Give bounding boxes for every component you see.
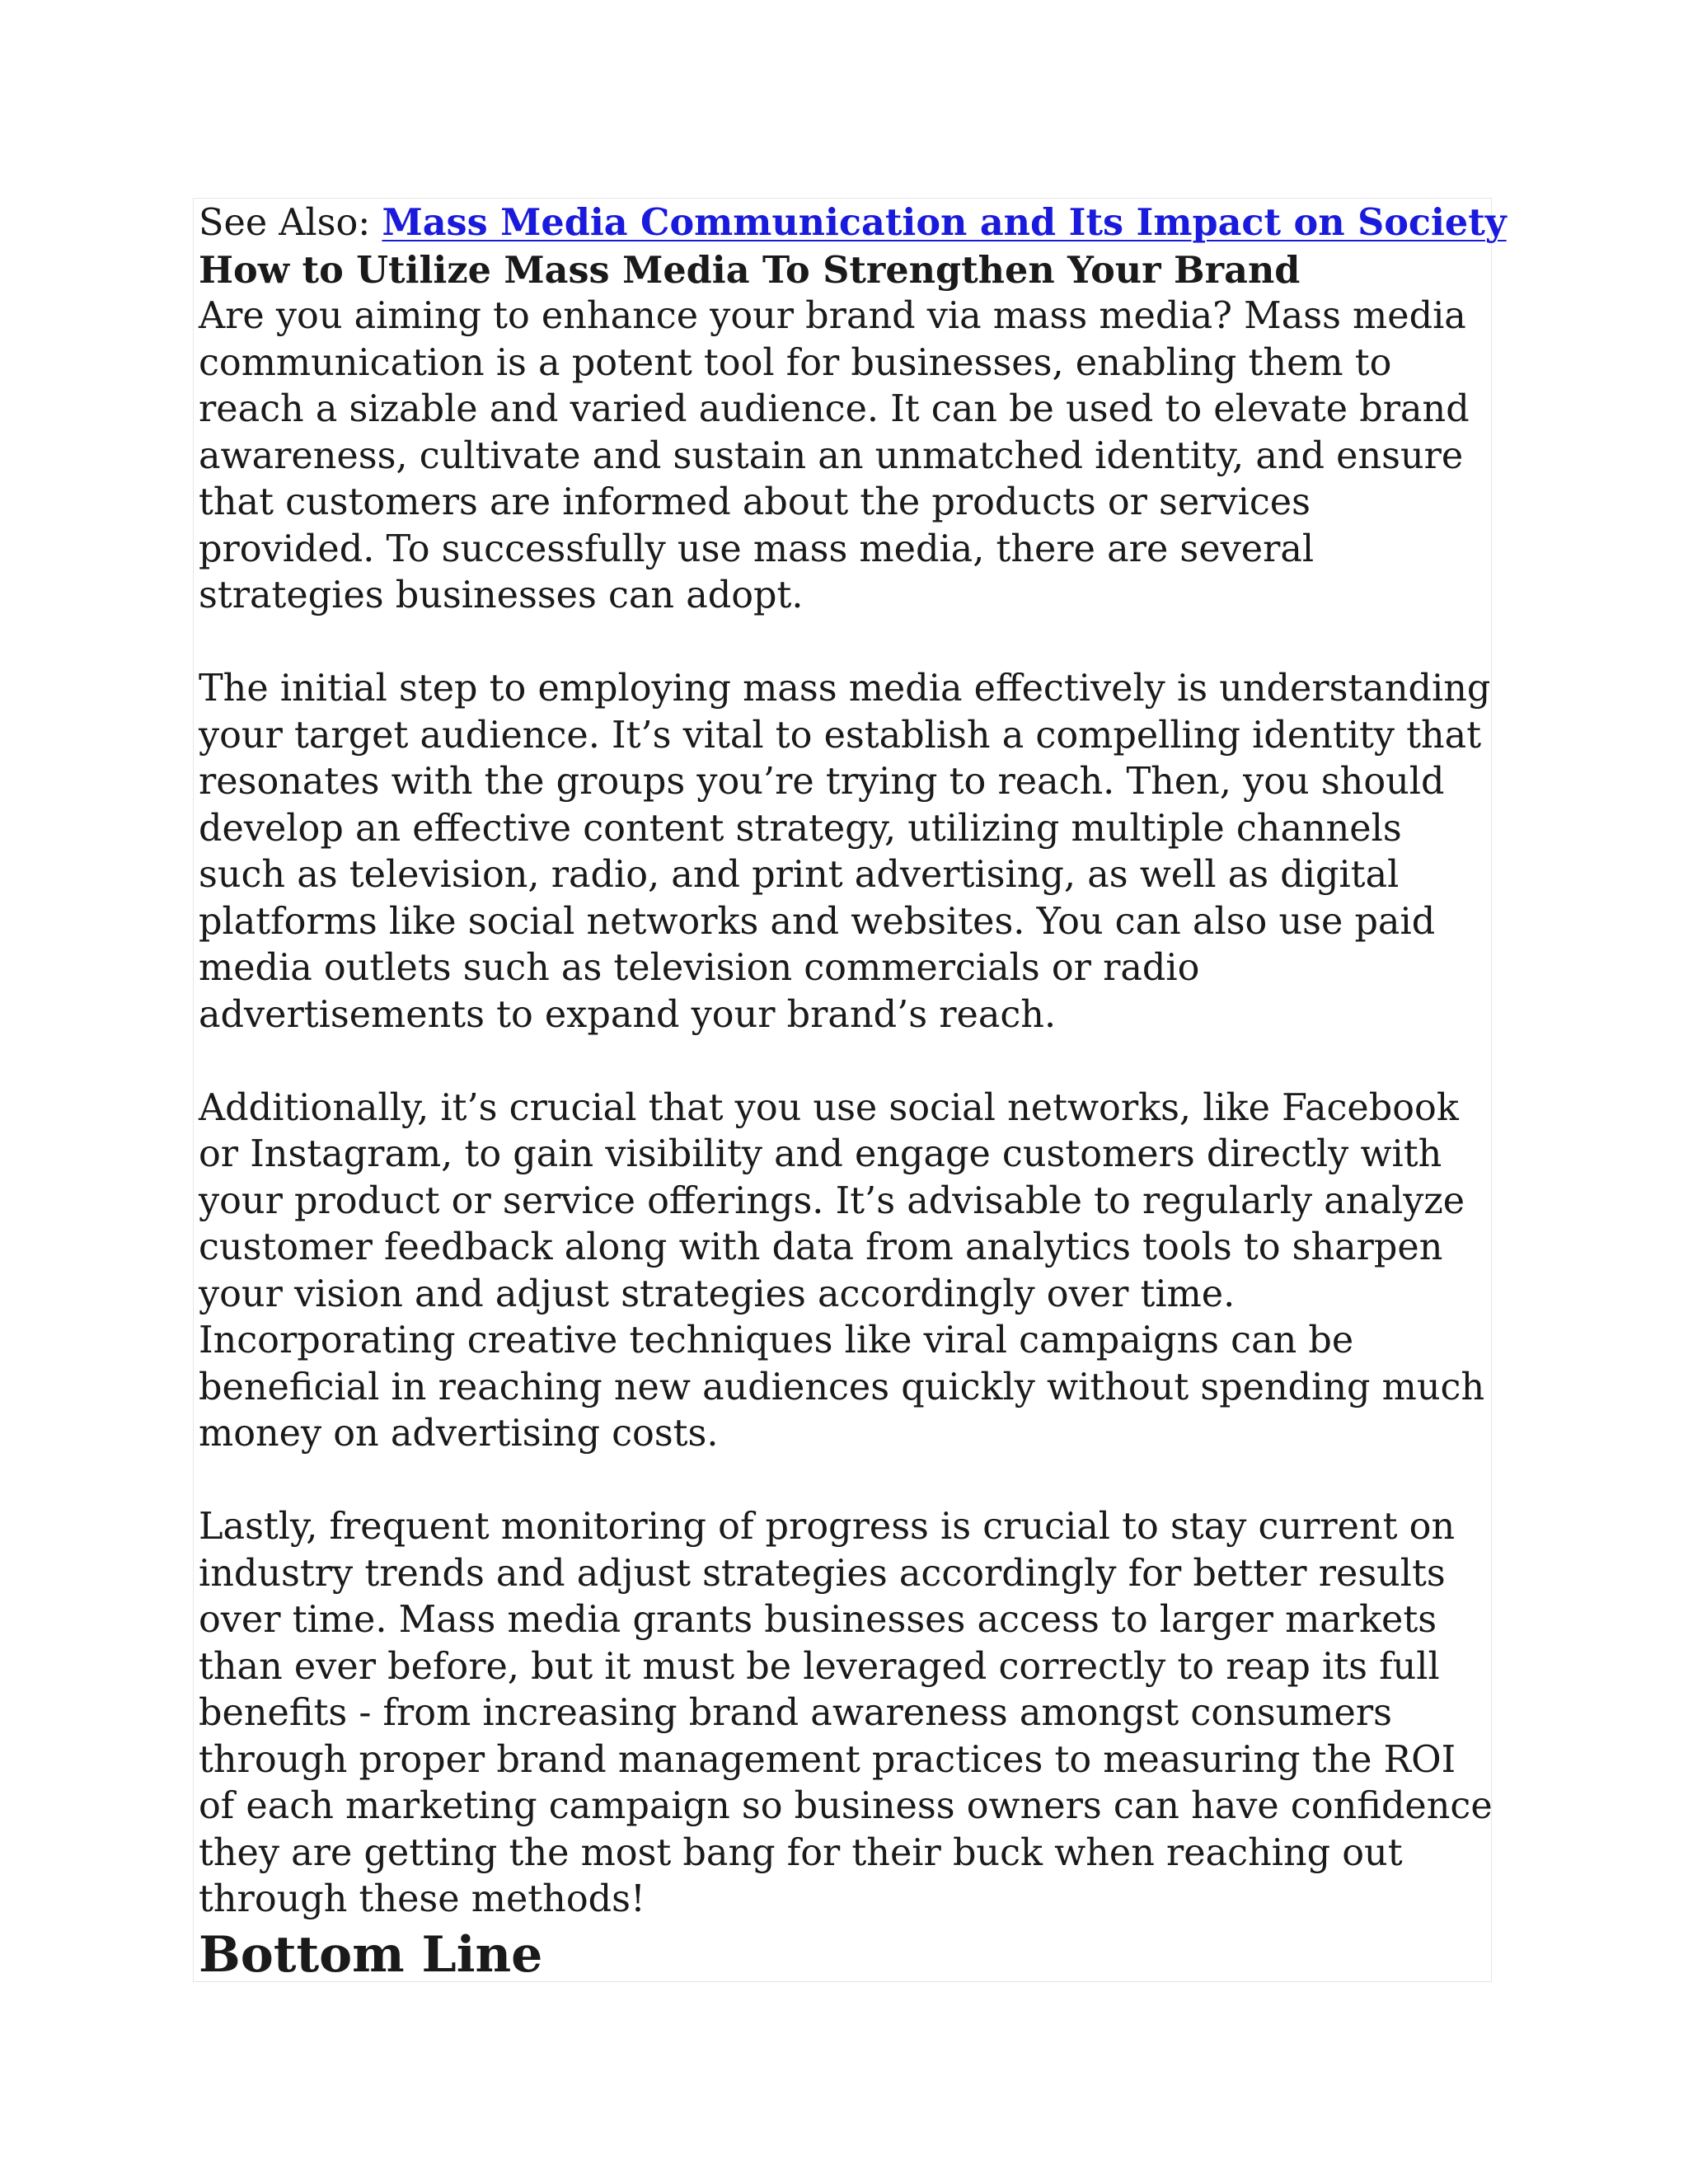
see-also-label: See Also: [199,202,382,244]
bottom-line-heading: Bottom Line [199,1925,543,1984]
paragraph-social-networks: Additionally, it’s crucial that you use social networks, like Facebook or Instagram, to gain visibility and engage customers directly with your product or service offerings. It’s advisable to regularly analyze customer feedback along with data from analytics tools to sharpen your vision and adjust strategies accordingly over time. Incorporating creative techniques like viral campaigns can be beneficial in reaching new audiences quickly without spending much money on advertising costs. [199,1086,1485,1455]
paragraph-target-audience: The initial step to employing mass media effectively is understanding your target audience. It’s vital to establish a compelling identity that resonates with the groups you’re trying to reach. Then, you should develop an effective content strategy, utilizing multiple channels such as television, radio, and print advertising, as well as digital platforms like social networks and websites. You can also use paid media outlets such as television commercials or radio advertisements to expand your brand’s reach. [199,668,1491,1036]
section-heading: How to Utilize Mass Media To Strengthen Your Brand [199,248,1301,292]
see-also-line [199,199,1507,247]
see-also-link[interactable]: Mass Media Communication and Its Impact on Society [382,201,1507,244]
paragraph-monitoring: Lastly, frequent monitoring of progress is crucial to stay current on industry trends and adjust strategies accordingly for better results over time. Mass media grants businesses access to larger markets than ever before, but it must be leveraged correctly to reap its full benefits - from increasing brand awareness amongst consumers through proper brand management practices to measuring the ROI of each marketing campaign so business owners can have confidence they are getting the most bang for their buck when reaching out through these methods! [199,1506,1493,1920]
article-body [199,199,1507,1986]
paragraph-intro: Are you aiming to enhance your brand via mass media? Mass media communication is a potent tool for businesses, enabling them to reach a sizable and varied audience. It can be used to elevate brand awareness, cultivate and sustain an unmatched identity, and ensure that customers are informed about the products or services provided. To successfully use mass media, there are several strategies businesses can adopt. [199,295,1470,616]
